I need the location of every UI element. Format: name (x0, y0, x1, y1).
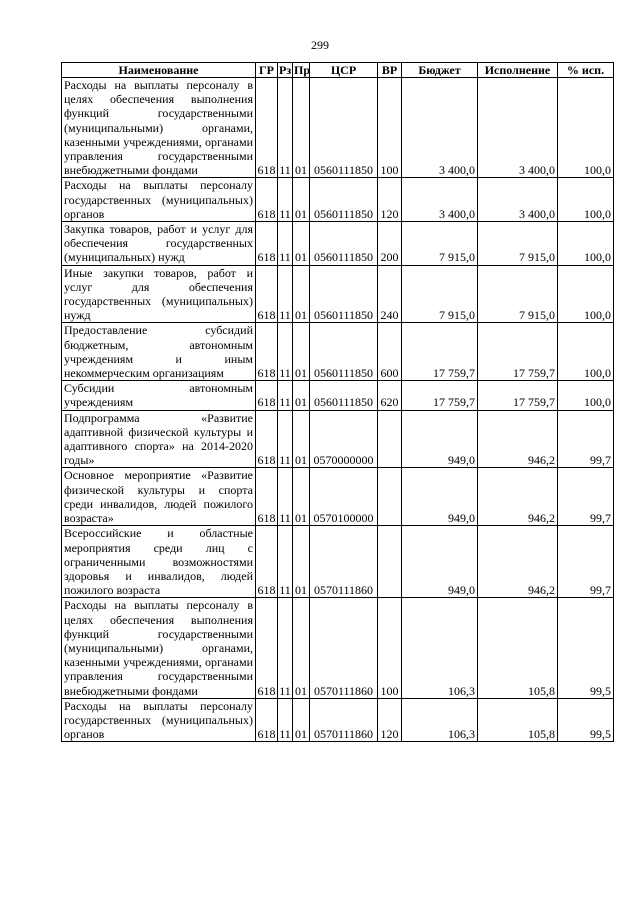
row-execution-cell: 946,2 (478, 526, 558, 598)
table-row (62, 178, 614, 222)
row-pr-cell: 01 (293, 265, 310, 323)
row-percent-cell: 100,0 (558, 178, 614, 222)
row-rz-cell: 11 (278, 468, 293, 526)
row-vr-cell: 100 (378, 78, 402, 178)
row-name-text: Субсидии автономным учреждениям (64, 381, 253, 410)
table-row (62, 698, 614, 742)
row-name-text: Расходы на выплаты персоналу государственных (муниципальных) органов (64, 178, 253, 221)
row-name-text: Расходы на выплаты персоналу государственных (муниципальных) органов (64, 698, 253, 742)
row-execution-cell: 105,8 (478, 698, 558, 742)
row-name-text: Закупка товаров, работ и услуг для обеспечения государственных (муниципальных) нужд (64, 222, 253, 265)
header-vr: ВР (378, 63, 402, 78)
table-row (62, 265, 614, 323)
table-row (62, 222, 614, 266)
row-name-cell (62, 78, 256, 178)
row-name-cell (62, 222, 256, 266)
row-execution-cell: 3 400,0 (478, 178, 558, 222)
row-gr-cell: 618 (256, 78, 278, 178)
row-gr-cell: 618 (256, 598, 278, 698)
row-csr-cell: 0570111860 (310, 526, 378, 598)
row-name-cell (62, 698, 256, 742)
header-csr: ЦСР (310, 63, 378, 78)
row-rz-cell: 11 (278, 265, 293, 323)
table-header-row (62, 63, 614, 78)
row-budget-cell: 949,0 (402, 410, 478, 468)
row-pr-cell: 01 (293, 698, 310, 742)
row-name-cell (62, 265, 256, 323)
row-csr-cell: 0570000000 (310, 410, 378, 468)
row-percent-cell: 100,0 (558, 222, 614, 266)
row-vr-cell: 600 (378, 323, 402, 381)
row-pr-cell: 01 (293, 381, 310, 410)
row-vr-cell (378, 410, 402, 468)
row-gr-cell: 618 (256, 178, 278, 222)
row-name-cell (62, 323, 256, 381)
row-budget-cell: 949,0 (402, 526, 478, 598)
row-budget-cell: 106,3 (402, 598, 478, 698)
row-gr-cell: 618 (256, 222, 278, 266)
row-execution-cell: 7 915,0 (478, 265, 558, 323)
row-execution-cell: 7 915,0 (478, 222, 558, 266)
row-name-cell (62, 381, 256, 410)
row-rz-cell: 11 (278, 178, 293, 222)
row-rz-cell: 11 (278, 526, 293, 598)
row-pr-cell: 01 (293, 526, 310, 598)
row-budget-cell: 3 400,0 (402, 78, 478, 178)
table-row (62, 468, 614, 526)
row-rz-cell: 11 (278, 323, 293, 381)
row-vr-cell: 240 (378, 265, 402, 323)
row-execution-cell: 946,2 (478, 410, 558, 468)
row-csr-cell: 0570111860 (310, 598, 378, 698)
row-rz-cell: 11 (278, 381, 293, 410)
row-csr-cell: 0560111850 (310, 381, 378, 410)
page-number: 299 (311, 38, 329, 52)
budget-table (61, 62, 614, 742)
row-csr-cell: 0560111850 (310, 265, 378, 323)
row-vr-cell (378, 468, 402, 526)
row-percent-cell: 99,5 (558, 698, 614, 742)
row-budget-cell: 7 915,0 (402, 265, 478, 323)
row-gr-cell: 618 (256, 381, 278, 410)
row-vr-cell: 200 (378, 222, 402, 266)
row-name-cell (62, 178, 256, 222)
row-vr-cell: 120 (378, 698, 402, 742)
row-budget-cell: 3 400,0 (402, 178, 478, 222)
header-pr: Пр (294, 63, 311, 77)
header-percent: % исп. (558, 63, 614, 78)
row-vr-cell: 120 (378, 178, 402, 222)
row-csr-cell: 0560111850 (310, 222, 378, 266)
row-name-text: Предоставление субсидий бюджетным, автономным учреждениям и иным некоммерческим организациям (64, 323, 253, 381)
row-pr-cell: 01 (293, 410, 310, 468)
row-vr-cell: 620 (378, 381, 402, 410)
row-execution-cell: 17 759,7 (478, 381, 558, 410)
row-execution-cell: 946,2 (478, 468, 558, 526)
row-name-text: Основное мероприятие «Развитие физической культуры и спорта среди инвалидов, людей пожилого возраста» (64, 468, 253, 526)
row-gr-cell: 618 (256, 265, 278, 323)
row-name-text: Иные закупки товаров, работ и услуг для обеспечения государственных (муниципальных) нужд (64, 265, 253, 323)
row-vr-cell: 100 (378, 598, 402, 698)
row-execution-cell: 17 759,7 (478, 323, 558, 381)
row-gr-cell: 618 (256, 410, 278, 468)
row-percent-cell: 99,7 (558, 410, 614, 468)
row-pr-cell: 01 (293, 468, 310, 526)
row-pr-cell: 01 (293, 598, 310, 698)
table-row (62, 410, 614, 468)
row-execution-cell: 3 400,0 (478, 78, 558, 178)
header-budget: Бюджет (402, 63, 478, 78)
header-name: Наименование (62, 63, 256, 78)
row-csr-cell: 0570100000 (310, 468, 378, 526)
table-row (62, 78, 614, 178)
row-gr-cell: 618 (256, 323, 278, 381)
row-rz-cell: 11 (278, 78, 293, 178)
row-execution-cell: 105,8 (478, 598, 558, 698)
row-csr-cell: 0560111850 (310, 323, 378, 381)
table-row (62, 598, 614, 698)
row-budget-cell: 17 759,7 (402, 381, 478, 410)
row-name-text: Расходы на выплаты персоналу в целях обеспечения выполнения функций государственными (муниципальными) органами, казенными учреждениями, органами управления государственными внебюджетными фондами (64, 78, 253, 178)
row-vr-cell (378, 526, 402, 598)
row-name-cell (62, 410, 256, 468)
row-name-text: Подпрограмма «Развитие адаптивной физической культуры и адаптивного спорта» на 2014-2020 годы» (64, 410, 253, 468)
table-row (62, 323, 614, 381)
row-rz-cell: 11 (278, 222, 293, 266)
row-pr-cell: 01 (293, 178, 310, 222)
row-rz-cell: 11 (278, 698, 293, 742)
row-rz-cell: 11 (278, 410, 293, 468)
row-budget-cell: 17 759,7 (402, 323, 478, 381)
row-percent-cell: 100,0 (558, 265, 614, 323)
row-percent-cell: 100,0 (558, 78, 614, 178)
row-percent-cell: 100,0 (558, 323, 614, 381)
row-gr-cell: 618 (256, 698, 278, 742)
row-gr-cell: 618 (256, 526, 278, 598)
row-budget-cell: 949,0 (402, 468, 478, 526)
row-name-cell (62, 526, 256, 598)
row-csr-cell: 0560111850 (310, 178, 378, 222)
row-percent-cell: 99,5 (558, 598, 614, 698)
row-name-text: Расходы на выплаты персоналу в целях обеспечения выполнения функций государственными (муниципальными) органами, казенными учреждениями, органами управления государственными внебюджетными фондами (64, 598, 253, 698)
table-row (62, 381, 614, 410)
row-rz-cell: 11 (278, 598, 293, 698)
header-gr: ГР (256, 63, 278, 78)
row-budget-cell: 7 915,0 (402, 222, 478, 266)
row-pr-cell: 01 (293, 323, 310, 381)
row-csr-cell: 0560111850 (310, 78, 378, 178)
row-percent-cell: 99,7 (558, 468, 614, 526)
row-pr-cell: 01 (293, 222, 310, 266)
table-row (62, 526, 614, 598)
row-percent-cell: 99,7 (558, 526, 614, 598)
row-csr-cell: 0570111860 (310, 698, 378, 742)
row-budget-cell: 106,3 (402, 698, 478, 742)
header-execution: Исполнение (478, 63, 558, 78)
row-name-cell (62, 468, 256, 526)
row-pr-cell: 01 (293, 78, 310, 178)
row-gr-cell: 618 (256, 468, 278, 526)
header-rz: Рз (279, 63, 292, 77)
row-percent-cell: 100,0 (558, 381, 614, 410)
row-name-cell (62, 598, 256, 698)
row-name-text: Всероссийские и областные мероприятия среди лиц с ограниченными возможностями здоровья и инвалидов, людей пожилого возраста (64, 526, 253, 598)
